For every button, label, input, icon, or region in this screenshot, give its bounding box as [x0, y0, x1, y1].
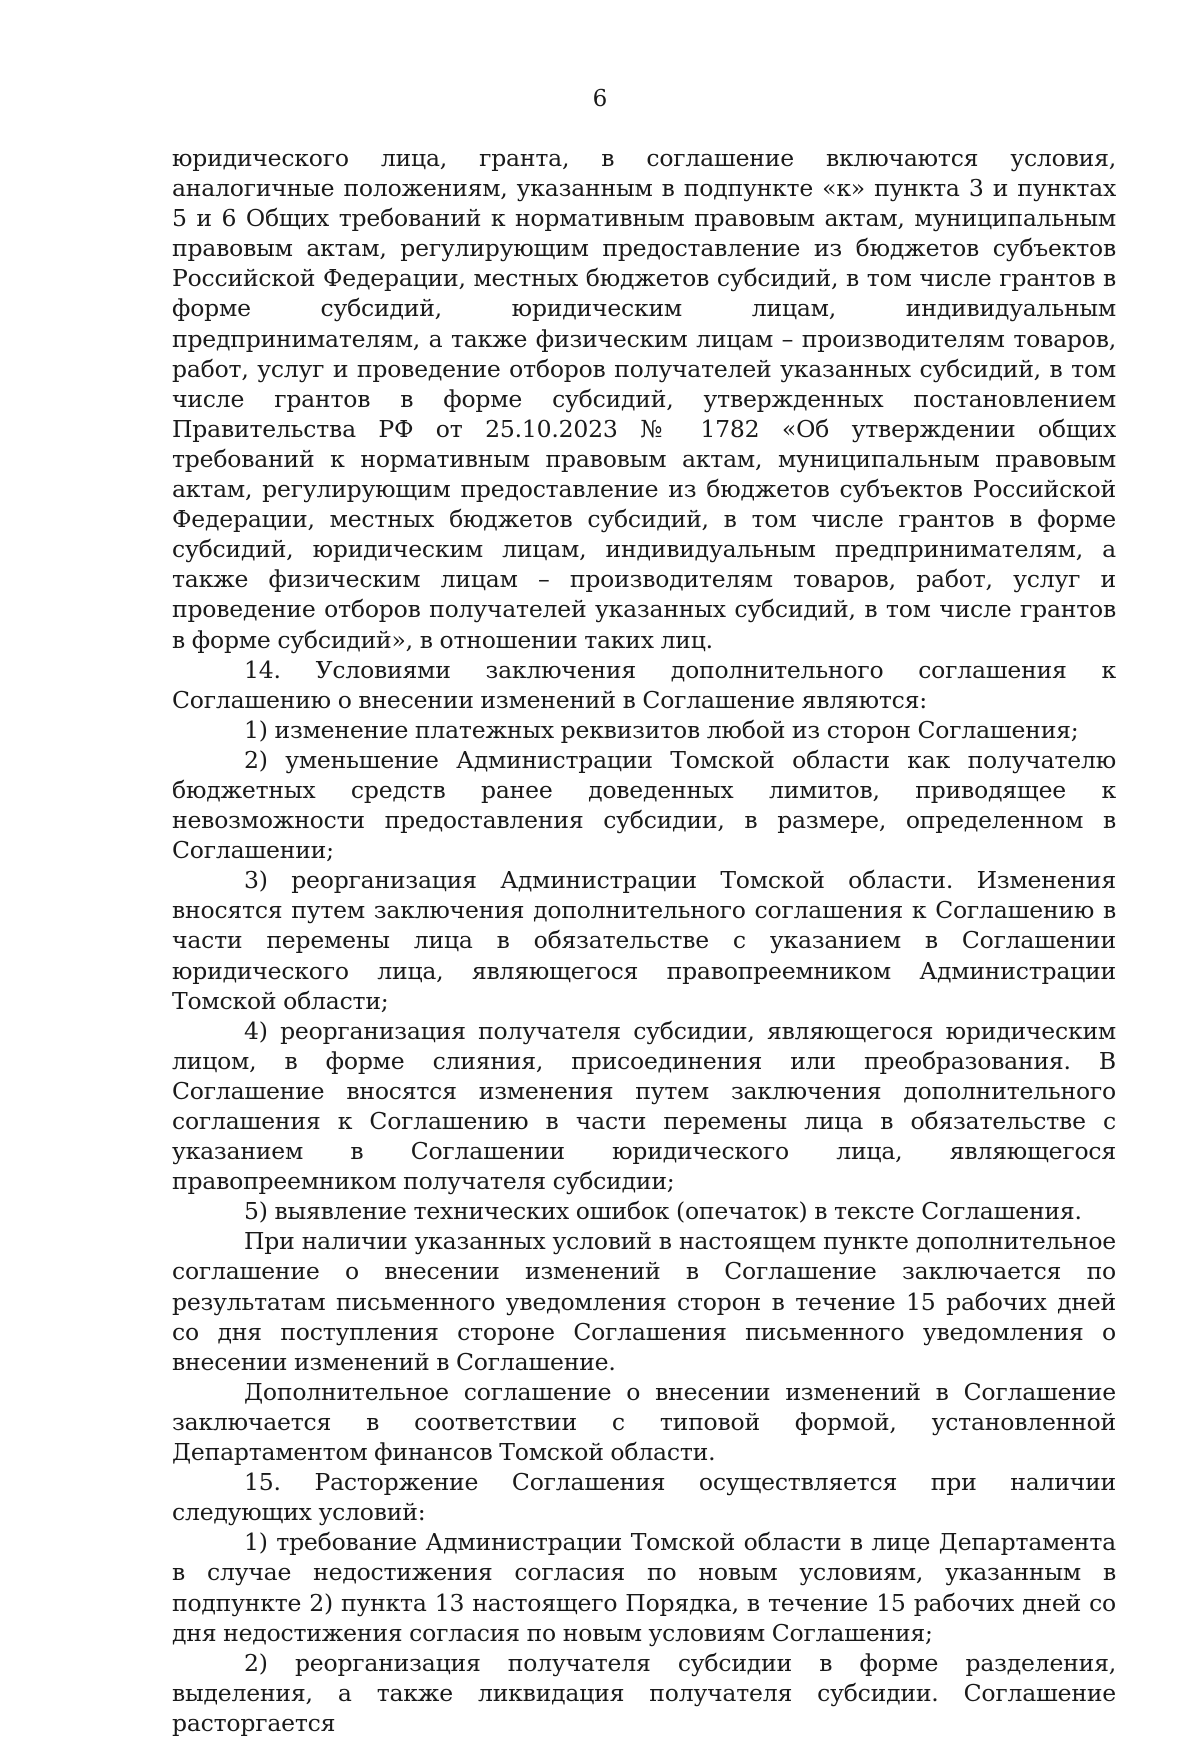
- paragraph-item-15-1: 1) требование Администрации Томской области в лице Департамента в случае недостижения согласия по новым условиям, указанным в подпункте 2) пункта 13 настоящего Порядка, в течение 15 рабочих дней со дня недостижения согласия по новым условиям Соглашения;: [172, 1528, 1116, 1647]
- paragraph-item-14-3: 3) реорганизация Администрации Томской области. Изменения вносятся путем заключения дополнительного соглашения к Соглашению в части перемены лица в обязательстве с указанием в Соглашении юридического лица, являющегося правопреемником Администрации Томской области;: [172, 866, 1116, 1015]
- paragraph-item-14-5: 5) выявление технических ошибок (опечаток) в тексте Соглашения.: [244, 1197, 1082, 1226]
- paragraph-14-form: Дополнительное соглашение о внесении изменений в Соглашение заключается в соответствии с типовой формой, установленной Департаментом финансов Томской области.: [172, 1377, 1116, 1467]
- page-number: 6: [592, 86, 608, 112]
- paragraph-continuation: юридического лица, гранта, в соглашение включаются условия, аналогичные положениям, указанным в подпункте «к» пункта 3 и пунктах 5 и 6 Общих требований к нормативным правовым актам, муниципальным правовым актам, регулирующим предоставление из бюджетов субъектов Российской Федерации, местных бюджетов субсидий, в том числе грантов в форме субсидий, юридическим лицам, индивидуальным предпринимателям, а также физическим лицам – производителям товаров, работ, услуг и проведение отборов получателей указанных субсидий, в том числе грантов в форме субсидий, утвержденных постановлением Правительства РФ от 25.10.2023 № 1782 «Об утверждении общих требований к нормативным правовым актам, муниципальным правовым актам, регулирующим предоставление из бюджетов субъектов Российской Федерации, местных бюджетов субсидий, в том числе грантов в форме субсидий, юридическим лицам, индивидуальным предпринимателям, а также физическим лицам – производителям товаров, работ, услуг и проведение отборов получателей указанных субсидий, в том числе грантов в форме субсидий», в отношении таких лиц.: [172, 144, 1116, 654]
- paragraph-item-15-2: 2) реорганизация получателя субсидии в форме разделения, выделения, а также ликвидация получателя субсидии. Соглашение расторгается: [172, 1648, 1116, 1737]
- paragraph-item-15: 15. Расторжение Соглашения осуществляется при наличии следующих условий:: [172, 1468, 1116, 1527]
- paragraph-14-conditions: При наличии указанных условий в настоящем пункте дополнительное соглашение о внесении изменений в Соглашение заключается по результатам письменного уведомления сторон в течение 15 рабочих дней со дня поступления стороне Соглашения письменного уведомления о внесении изменений в Соглашение.: [172, 1227, 1116, 1376]
- paragraph-item-14-4: 4) реорганизация получателя субсидии, являющегося юридическим лицом, в форме слияния, присоединения или преобразования. В Соглашение вносятся изменения путем заключения дополнительного соглашения к Соглашению в части перемены лица в обязательстве с указанием в Соглашении юридического лица, являющегося правопреемником получателя субсидии;: [172, 1016, 1116, 1196]
- paragraph-item-14-2: 2) уменьшение Администрации Томской области как получателю бюджетных средств ранее доведенных лимитов, приводящее к невозможности предоставления субсидии, в размере, определенном в Соглашении;: [172, 745, 1116, 865]
- paragraph-item-14-1: 1) изменение платежных реквизитов любой из сторон Соглашения;: [244, 715, 1079, 744]
- document-body: [172, 143, 1116, 1738]
- paragraph-item-14: 14. Условиями заключения дополнительного соглашения к Соглашению о внесении изменений в Соглашение являются:: [172, 655, 1116, 714]
